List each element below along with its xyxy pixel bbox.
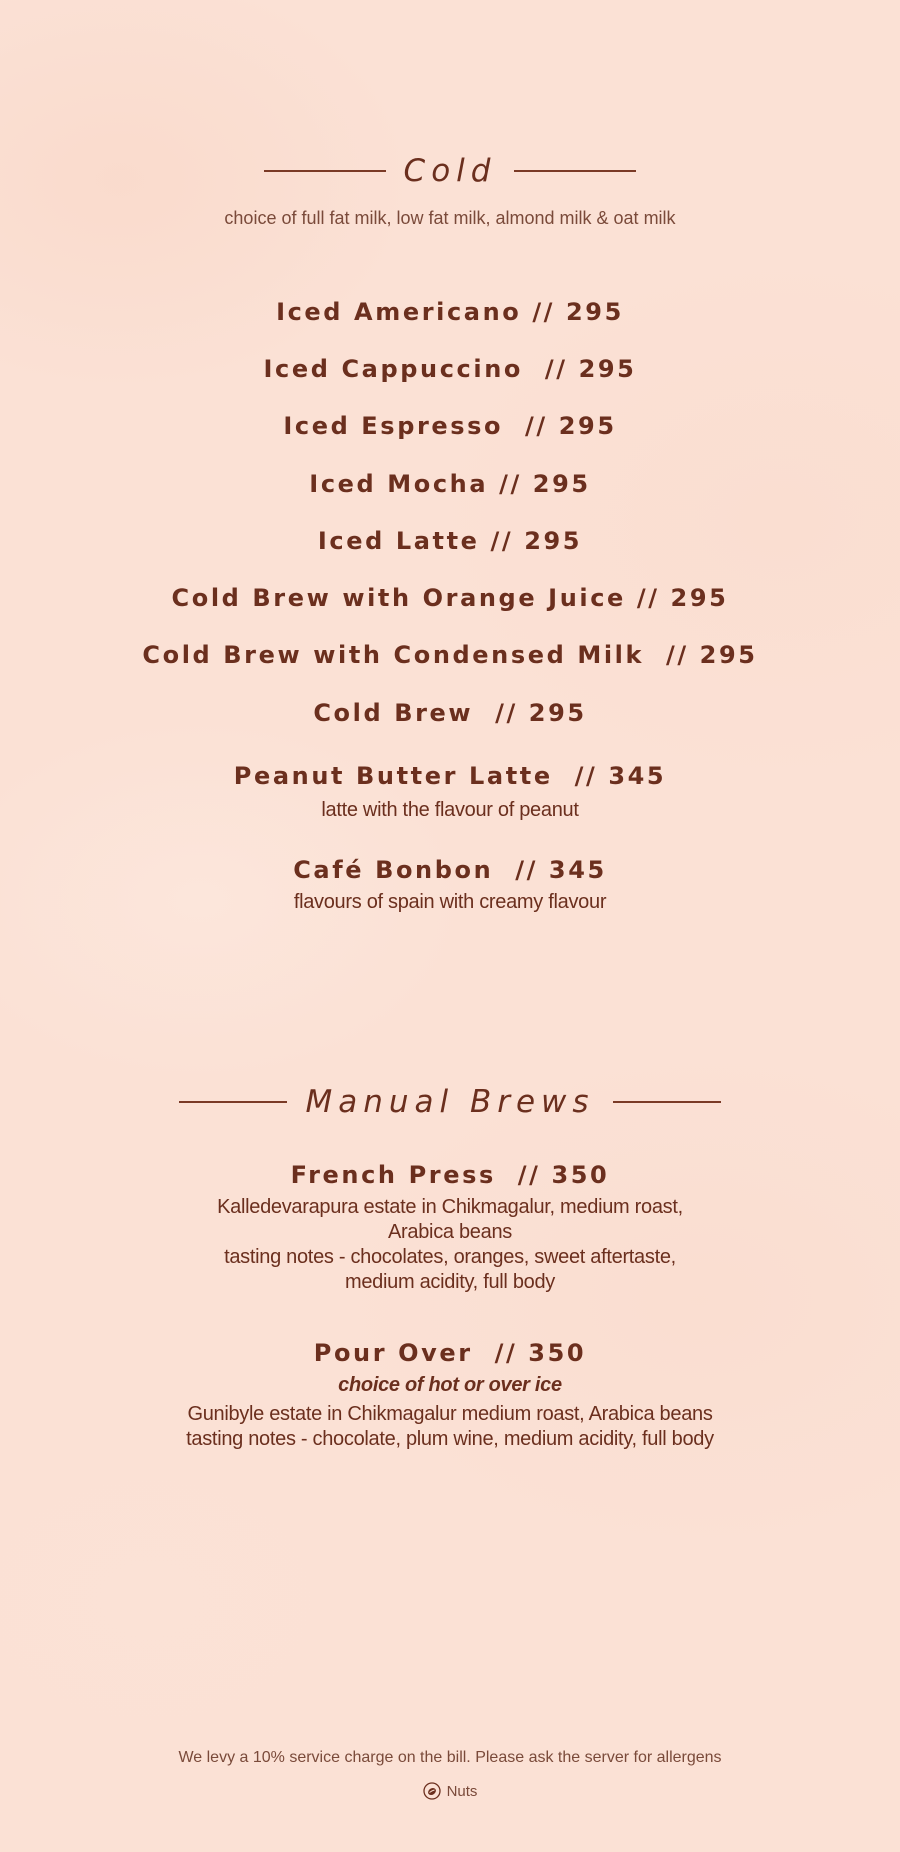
menu-item: Cold Brew // 295	[313, 699, 587, 727]
menu-item: French Press // 350	[290, 1161, 610, 1189]
menu-item-description: medium acidity, full body	[344, 1271, 555, 1293]
menu-item: Iced Mocha // 295	[309, 470, 591, 498]
menu-item: Iced Latte // 295	[317, 527, 583, 555]
menu-item-description: tasting notes - chocolates, oranges, sweet aftertaste,	[224, 1246, 676, 1268]
menu-item: Cold Brew with Orange Juice // 295	[171, 584, 729, 612]
menu-item: Peanut Butter Latte // 345	[233, 762, 667, 790]
nuts-icon	[423, 1782, 441, 1800]
divider	[264, 170, 386, 172]
service-charge-notice: We levy a 10% service charge on the bill. Please ask the server for allergens	[178, 1749, 722, 1766]
section-title-cold: Cold	[403, 153, 497, 189]
menu-item-description: tasting notes - chocolate, plum wine, medium acidity, full body	[186, 1428, 714, 1450]
menu-item-description: flavours of spain with creamy flavour	[293, 891, 607, 913]
menu-item-description: Gunibyle estate in Chikmagalur medium roast, Arabica beans	[187, 1403, 713, 1425]
divider	[514, 170, 636, 172]
menu-item-description: Kalledevarapura estate in Chikmagalur, medium roast,	[217, 1196, 683, 1218]
allergen-legend	[0, 1782, 900, 1800]
divider	[179, 1101, 287, 1103]
legend-label-nuts: Nuts	[446, 1782, 478, 1800]
menu-item: Pour Over // 350	[313, 1339, 587, 1367]
menu-item: Café Bonbon // 345	[293, 856, 607, 884]
menu-item-description: latte with the flavour of peanut	[321, 799, 579, 821]
menu-item: Iced Cappuccino // 295	[263, 355, 637, 383]
menu-item: Iced Espresso // 295	[283, 412, 617, 440]
menu-item: Iced Americano // 295	[276, 298, 624, 326]
manual-brews-section-header	[0, 1084, 900, 1120]
divider	[613, 1101, 721, 1103]
menu-item-note: choice of hot or over ice	[338, 1374, 562, 1396]
section-title-manual-brews: Manual Brews	[305, 1084, 595, 1120]
menu-item: Cold Brew with Condensed Milk // 295	[142, 641, 758, 669]
menu-item-description: Arabica beans	[388, 1221, 512, 1243]
cold-section-header	[0, 153, 900, 189]
cold-subtitle: choice of full fat milk, low fat milk, almond milk & oat milk	[224, 208, 676, 228]
